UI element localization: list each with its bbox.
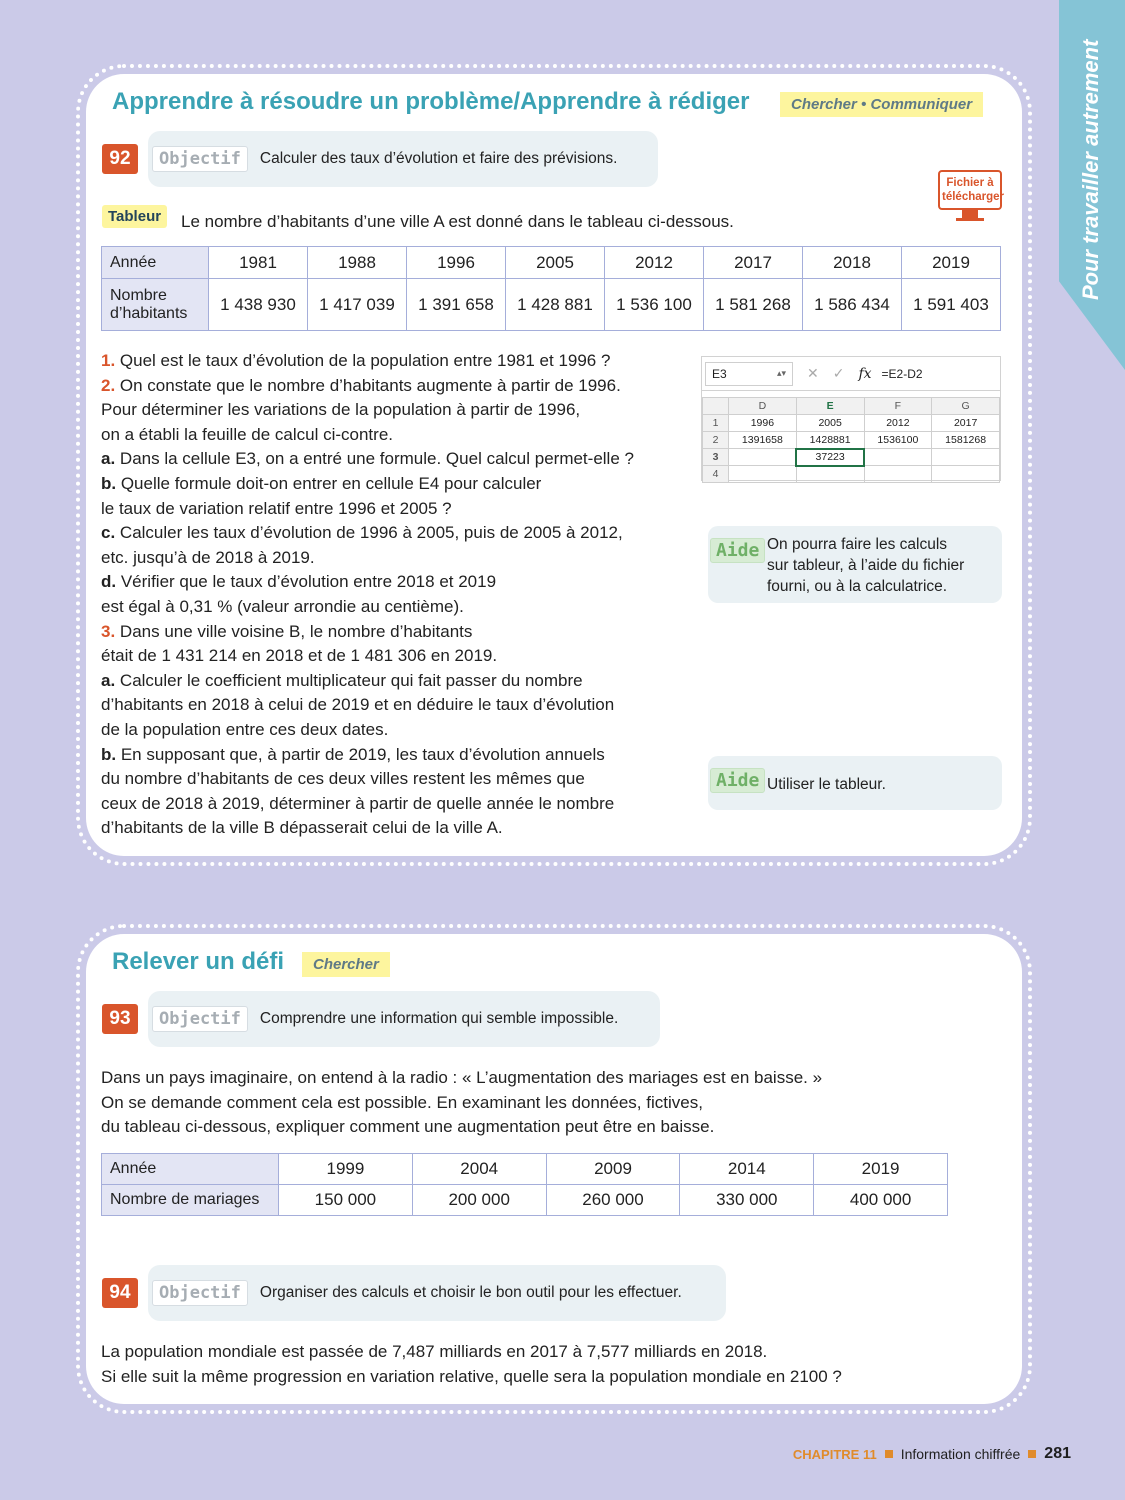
objectif-text: Calculer des taux d’évolution et faire des prévisions. [259, 150, 618, 167]
objective-box-92 [148, 131, 658, 187]
page-number: 281 [1044, 1445, 1071, 1462]
sheet-cell[interactable]: 1581268 [932, 432, 1000, 449]
cancel-icon: ✕ [807, 365, 819, 381]
marriages-table [101, 1153, 948, 1216]
table-cell: 1 591 403 [902, 279, 1001, 331]
column-header[interactable]: G [932, 398, 1000, 415]
stepper-icon: ▴▾ [776, 368, 786, 378]
row-header[interactable]: 3 [703, 449, 729, 466]
objectif-text: Comprendre une information qui semble impossible. [259, 1010, 619, 1027]
column-header[interactable]: F [864, 398, 932, 415]
table-cell: 1 438 930 [209, 279, 308, 331]
exercise-number-92: 92 [102, 144, 138, 174]
table-cell: 200 000 [412, 1185, 546, 1216]
exercise-number-93: 93 [102, 1004, 138, 1034]
table-header-year: Année [102, 1154, 279, 1185]
table-cell: 2017 [704, 247, 803, 279]
section-tag-problem: Chercher • Communiquer [780, 92, 983, 117]
sheet-cell[interactable]: 1391658 [729, 432, 797, 449]
objectif-label: Objectif [152, 146, 248, 172]
sheet-cell[interactable] [932, 449, 1000, 466]
selected-sheet-cell[interactable]: 37223 [796, 449, 864, 466]
row-header[interactable]: 1 [703, 415, 729, 432]
section-title-problem: Apprendre à résoudre un problème/Apprendre à rédiger [112, 88, 750, 115]
section-title-challenge: Relever un défi [112, 948, 285, 975]
aide-label: Aide [710, 768, 765, 793]
square-separator [1028, 1450, 1036, 1458]
hint-box-2 [708, 756, 1002, 810]
table-cell: 1 428 881 [506, 279, 605, 331]
objectif-label: Objectif [152, 1280, 248, 1306]
row-header[interactable]: 4 [703, 466, 729, 483]
spreadsheet [701, 356, 1001, 481]
sheet-cell[interactable]: 1428881 [796, 432, 864, 449]
table-cell: 150 000 [279, 1185, 413, 1216]
row-header[interactable]: 2 [703, 432, 729, 449]
formula-input[interactable]: =E2-D2 [881, 366, 923, 381]
column-header[interactable]: D [729, 398, 797, 415]
exercise-number-94: 94 [102, 1278, 138, 1308]
formula-bar [702, 357, 1000, 391]
table-header-marriages: Nombre de mariages [102, 1185, 279, 1216]
table-cell: 2018 [803, 247, 902, 279]
download-file-button[interactable] [938, 170, 1005, 233]
chapter-label: CHAPITRE 11 [792, 1446, 877, 1462]
table-cell: 2012 [605, 247, 704, 279]
ex92-questions: 1. Quel est le taux d’évolution de la population entre 1981 et 1996 ? 2. On constate que le nombre d’habitants augmente à partir de 1996. Pour déterminer les variations de la population à partir de 1996, on a établi la feuille de calcul ci-contre. a. Dans la cellule E3, on a entré une formule. Quel calcul permet-elle ? b. Quelle formule doit-on entrer en cellule E4 pour calculer le taux de variation relatif entre 1996 et 2005 ? c. Calculer les taux d’évolution de 1996 à 2005, puis de 2005 à 2012, etc. jusqu’à de 2018 à 2019. d. Vérifier que le taux d’évolution entre 2018 et 2019 est égal à 0,31 % (valeur arrondie au centième). 3. Dans une ville voisine B, le nombre d’habitants était de 1 431 214 en 2018 et de 1 481 306 en 2019. a. Calculer le coefficient multiplicateur qui fait passer du nombre d’habitants en 2018 à celui de 2019 et en déduire le taux d’évolution de la population entre ces deux dates. b. En supposant que, à partir de 2019, les taux d’évolution annuels du nombre d’habitants de ces deux villes restent les mêmes que ceux de 2018 à 2019, déterminer à partir de quelle année le nombre d’habitants de la ville B dépasserait celui de la ville A. [101, 351, 634, 838]
section-tag-challenge: Chercher [302, 952, 390, 977]
table-cell: 1 391 658 [407, 279, 506, 331]
sheet-cell[interactable] [864, 466, 932, 483]
hint-text-2: Utiliser le tableur. [767, 776, 886, 793]
table-cell: 2019 [902, 247, 1001, 279]
ex92-intro: Le nombre d’habitants d’une ville A est donné dans le tableau ci-dessous. [181, 212, 734, 231]
sheet-cell[interactable]: 2012 [864, 415, 932, 432]
objective-box-94 [148, 1265, 726, 1321]
population-table [101, 246, 1001, 331]
sheet-cell[interactable] [729, 449, 797, 466]
table-cell: 2014 [680, 1154, 814, 1185]
confirm-icon: ✓ [832, 365, 845, 381]
download-file-label: Fichier à télécharger [938, 170, 1002, 210]
table-cell: 1 581 268 [704, 279, 803, 331]
column-header[interactable]: E [796, 398, 864, 415]
table-cell: 330 000 [680, 1185, 814, 1216]
sheet-cell[interactable] [729, 466, 797, 483]
table-header-year: Année [102, 247, 209, 279]
table-cell: 260 000 [546, 1185, 680, 1216]
chapter-topic: Information chiffrée [900, 1446, 1021, 1462]
sheet-cell[interactable]: 1536100 [864, 432, 932, 449]
sheet-cell[interactable]: 2017 [932, 415, 1000, 432]
objectif-text: Organiser des calculs et choisir le bon outil pour les effectuer. [259, 1284, 682, 1301]
cell-reference-box[interactable]: E3 ▴▾ [705, 362, 793, 386]
sheet-cell[interactable] [932, 466, 1000, 483]
sheet-cell[interactable] [796, 466, 864, 483]
objective-box-93 [148, 991, 660, 1047]
side-tab-label: Pour travailler autrement [1078, 39, 1103, 300]
ex94-statement: La population mondiale est passée de 7,487 milliards en 2017 à 7,577 milliards en 2018. Si elle suit la même progression en variation relative, quelle sera la population mondiale en 2100 ? [101, 1342, 842, 1386]
sheet-cell[interactable] [864, 449, 932, 466]
table-cell: 1988 [308, 247, 407, 279]
objectif-label: Objectif [152, 1006, 248, 1032]
sheet-cell[interactable]: 2005 [796, 415, 864, 432]
table-cell: 2004 [412, 1154, 546, 1185]
page-footer [793, 1445, 1071, 1463]
table-cell: 2005 [506, 247, 605, 279]
table-cell: 1 417 039 [308, 279, 407, 331]
table-cell: 1999 [279, 1154, 413, 1185]
hint-text-1: On pourra faire les calculs sur tableur, à l’aide du fichier fourni, ou à la calculatrice. [767, 536, 965, 595]
table-cell: 1 586 434 [803, 279, 902, 331]
square-separator [885, 1450, 893, 1458]
aide-label: Aide [710, 538, 765, 563]
sheet-grid [702, 397, 1000, 483]
hint-box-1 [708, 526, 1002, 603]
table-cell: 1996 [407, 247, 506, 279]
table-cell: 1 536 100 [605, 279, 704, 331]
ex93-statement: Dans un pays imaginaire, on entend à la radio : « L’augmentation des mariages est en baisse. » On se demande comment cela est possible. En examinant les données, fictives, du tableau ci-dessous, expliquer comment une augmentation peut être en baisse. [101, 1068, 823, 1137]
table-cell: 2019 [814, 1154, 948, 1185]
table-cell: 400 000 [814, 1185, 948, 1216]
table-header-population: Nombre d’habitants [102, 279, 209, 331]
tableur-tag: Tableur [102, 205, 167, 228]
function-icon: fx [858, 365, 872, 382]
table-cell: 2009 [546, 1154, 680, 1185]
sheet-cell[interactable]: 1996 [729, 415, 797, 432]
monitor-icon [938, 210, 1002, 228]
corner-cell [703, 398, 729, 415]
table-cell: 1981 [209, 247, 308, 279]
